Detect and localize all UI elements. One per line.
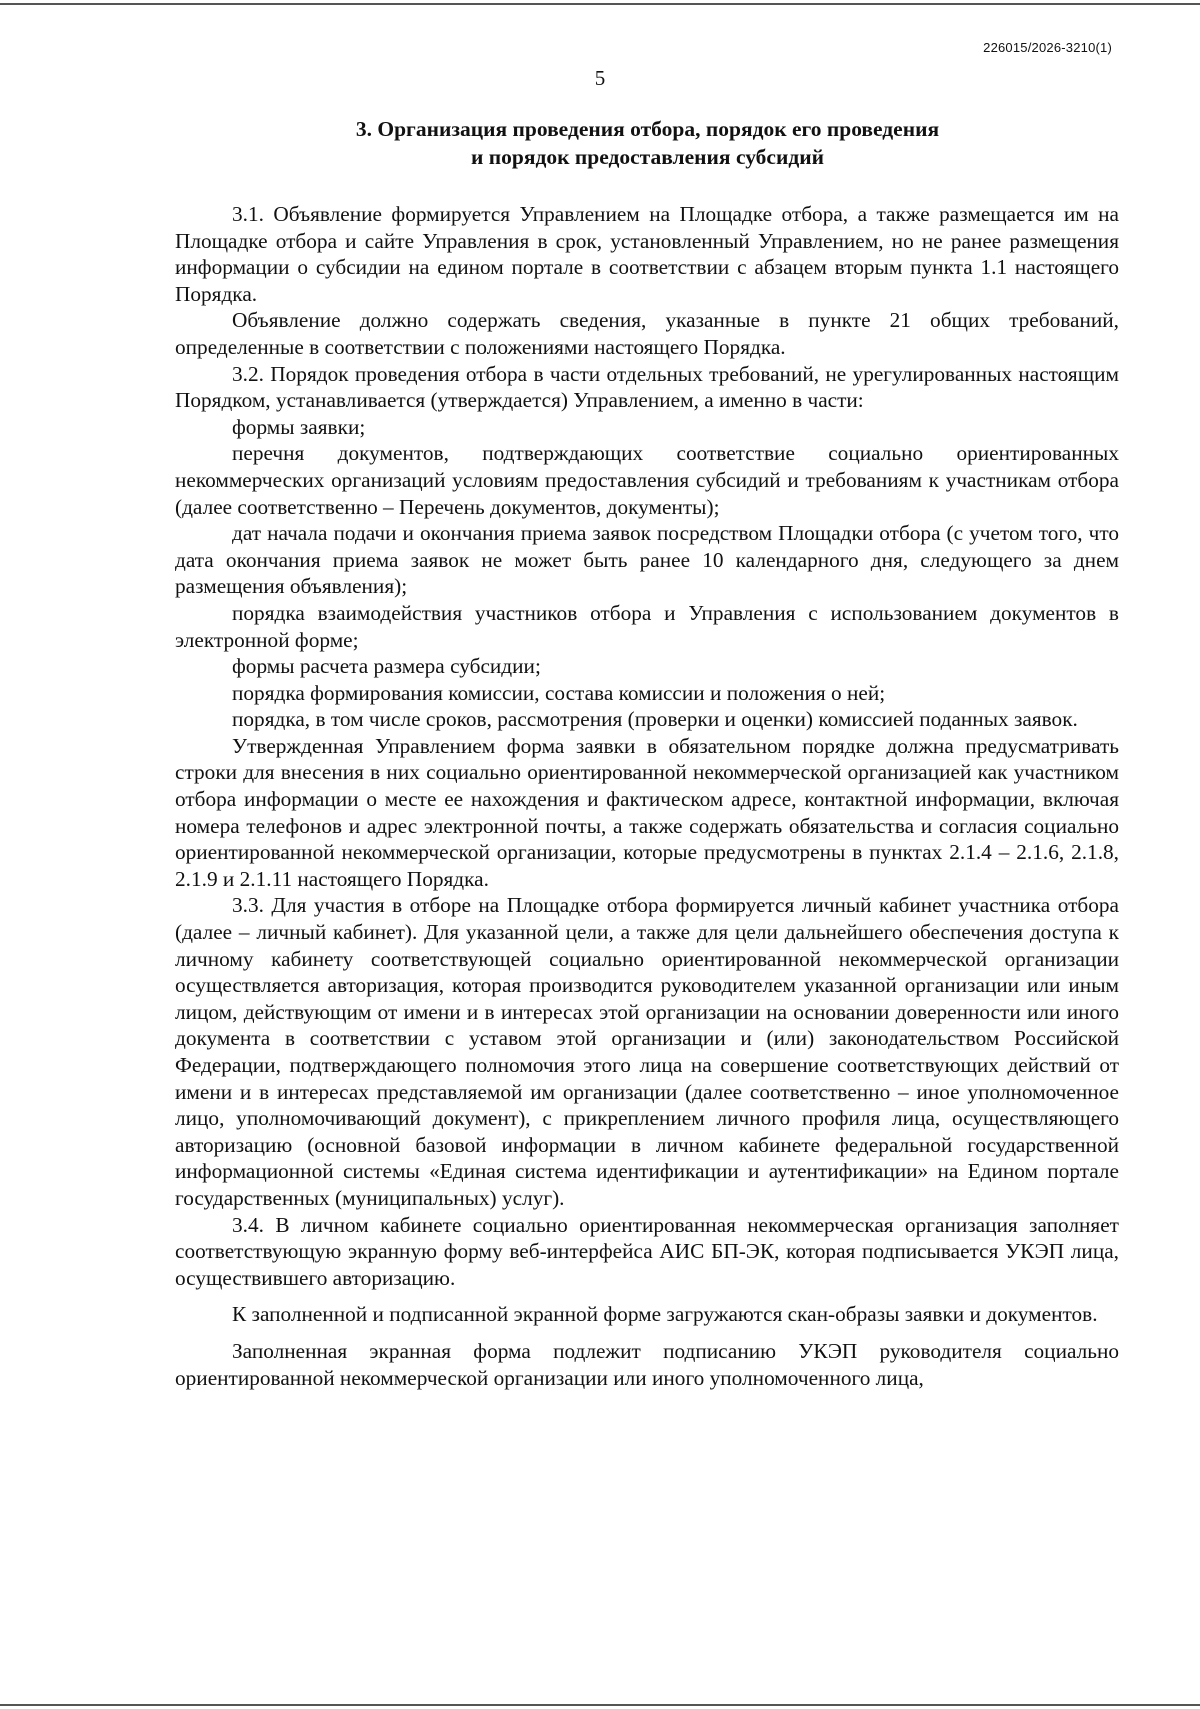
section-title-line-1: 3. Организация проведения отбора, порядок его проведения — [355, 117, 940, 141]
list-item-document-list: перечня документов, подтверждающих соответствие социально ориентированных некоммерческих организаций условиям предоставления субсидий и требованиям к участникам отбора (далее соответственно – Перечень документов, документы); — [175, 441, 1119, 519]
section-title — [175, 115, 1120, 171]
paragraph-3-3: 3.3. Для участия в отборе на Площадке отбора формируется личный кабинет участника отбора (далее – личный кабинет). Для указанной цели, а также для цели дальнейшего обеспечения доступа к личному кабинету соответствующей социально ориентированной некоммерческой организации осуществляется авторизация, которая производится руководителем указанной организации или иным лицом, действующим от имени и в интересах этой организации на основании доверенности или иного документа в соответствии с уставом этой организации и (или) законодательством Российской Федерации, подтверждающего полномочия этого лица на совершение соответствующих действий от имени и в интересах представляемой им организации (далее соответственно – иное уполномоченное лицо, уполномочивающий документ), с прикреплением личного профиля лица, осуществляющего авторизацию (основной базовой информации в личном кабинете федеральной государственной информационной системы «Единая система идентификации и аутентификации» на Едином портале государственных (муниципальных) услуг). — [175, 893, 1119, 1210]
list-item-subsidy-calculation: формы расчета размера субсидии; — [232, 654, 541, 679]
body-text — [175, 201, 1119, 1391]
list-item-commission-formation: порядка формирования комиссии, состава комиссии и положения о ней; — [232, 680, 886, 705]
section-title-line-2: и порядок предоставления субсидий — [471, 145, 824, 169]
paragraph-3-4: 3.4. В личном кабинете социально ориентированная некоммерческая организация заполняет соответствующую экранную форму веб-интерфейса АИС БП-ЭК, которая подписывается УКЭП лица, осуществившего авторизацию. — [175, 1212, 1119, 1290]
list-item-review-procedure: порядка, в том числе сроков, рассмотрения (проверки и оценки) комиссией поданных заявок. — [232, 707, 1078, 732]
list-item-submission-dates: дат начала подачи и окончания приема заявок посредством Площадки отбора (с учетом того, что дата окончания приема заявок не может быть ранее 10 календарного дня, следующего за днем размещения объявления); — [175, 521, 1119, 599]
paragraph-announcement-content: Объявление должно содержать сведения, указанные в пункте 21 общих требований, определенные в соответствии с положениями настоящего Порядка. — [175, 308, 1119, 359]
paragraph-3-1: 3.1. Объявление формируется Управлением на Площадке отбора, а также размещается им на Площадке отбора и сайте Управления в срок, установленный Управлением, но не ранее размещения информации о субсидии на едином портале в соответствии с абзацем вторым пункта 1.1 настоящего Порядка. — [175, 202, 1119, 306]
page-number: 5 — [594, 66, 606, 90]
scan-border-bottom — [0, 1704, 1200, 1706]
scan-border-top — [0, 3, 1200, 5]
list-item-application-form: формы заявки; — [232, 414, 366, 439]
paragraph-signing: Заполненная экранная форма подлежит подписанию УКЭП руководителя социально ориентированной некоммерческой организации или иного уполномоченного лица, — [175, 1338, 1119, 1390]
paragraph-scan-upload: К заполненной и подписанной экранной форме загружаются скан-образы заявки и документов. — [232, 1302, 1098, 1327]
paragraph-3-2: 3.2. Порядок проведения отбора в части отдельных требований, не урегулированных настоящим Порядком, устанавливается (утверждается) Управлением, а именно в части: — [175, 361, 1119, 413]
document-id: 226015/2026-3210(1) — [983, 40, 1112, 55]
list-item-interaction-procedure: порядка взаимодействия участников отбора и Управления с использованием документов в электронной форме; — [175, 600, 1119, 652]
paragraph-approved-form: Утвержденная Управлением форма заявки в обязательном порядке должна предусматривать строки для внесения в них социально ориентированной некоммерческой организацией как участником отбора информации о месте ее нахождения и фактическом адресе, контактной информации, включая номера телефонов и адрес электронной почты, а также содержать обязательства и согласия социально ориентированной некоммерческой организации, которые предусмотрены в пунктах 2.1.4 – 2.1.6, 2.1.8, 2.1.9 и 2.1.11 настоящего Порядка. — [175, 733, 1119, 891]
